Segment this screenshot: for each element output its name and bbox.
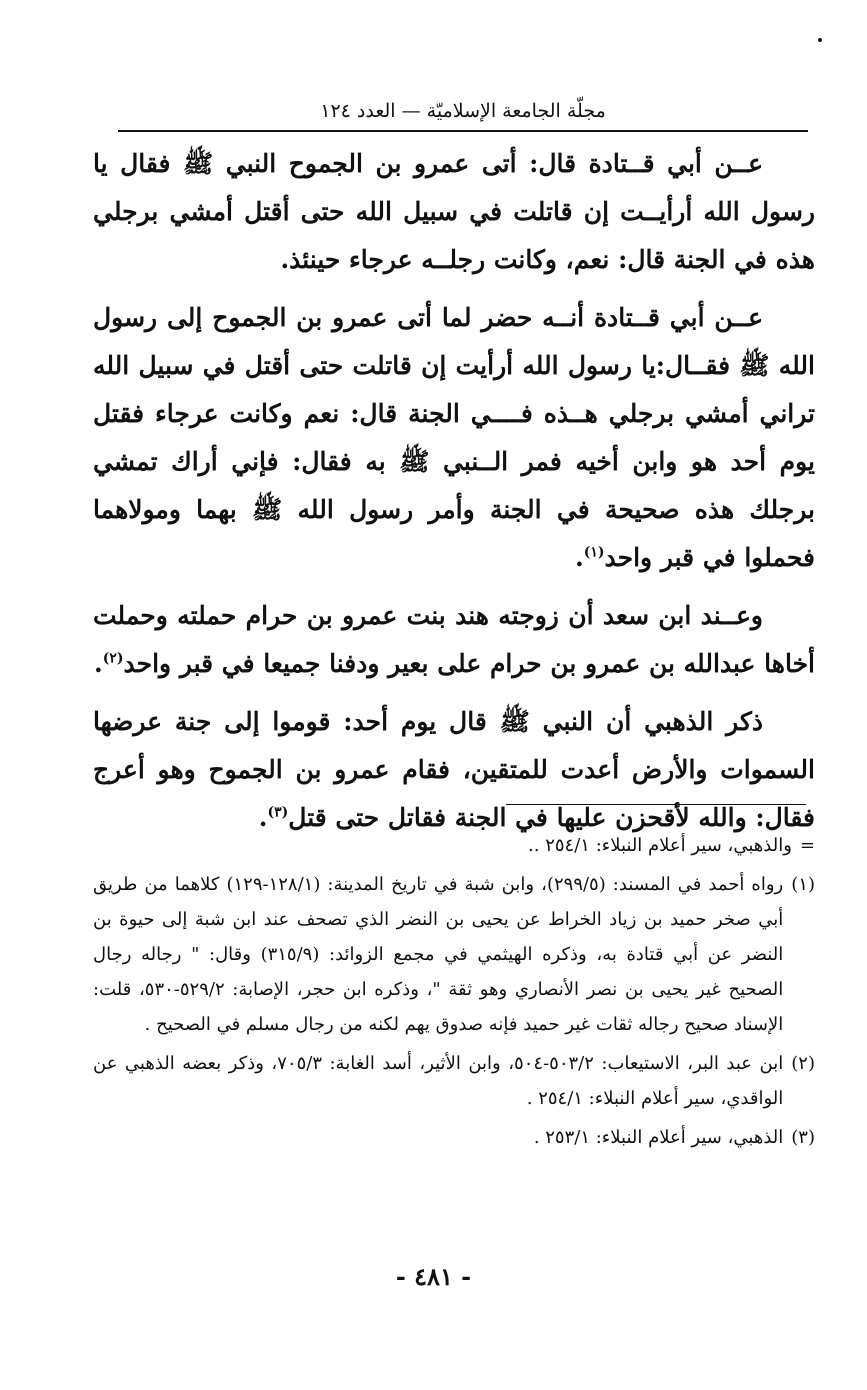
paragraph-1 [93, 140, 815, 284]
footnote-text: ابن عبد البر، الاستيعاب: ٥٠٣/٢-٥٠٤، وابن الأثير، أسد الغابة: ٧٠٥/٣، وذكر بعضه الذهبي عن الواقدي، سير أعلام النبلاء: ٢٥٤/١ . [93, 1053, 784, 1109]
footnote-1 [93, 867, 815, 1042]
paragraph-text: عــن أبي قــتادة أنــه حضر لما أتى عمرو بن الجموح إلى رسول الله ﷺ فقــال:يا رسول الله أرأيت إن قاتلت حتى أقتل في سبيل الله تراني أمشي برجلي هــذه فــــي الجنة قال: نعم وكانت عرجاء فقتل يوم أحد هو وابن أخيه فمر الــنبي ﷺ به فقال: فإني أراك تمشي برجلك هذه صحيحة في الجنة وأمر رسول الله ﷺ بهما ومولاهما فحملوا في قبر واحد [93, 303, 815, 572]
footnote-text: الذهبي، سير أعلام النبلاء: ٢٥٣/١ . [533, 1127, 784, 1148]
footnote-continuation [93, 828, 815, 863]
footnote-mark: (٢) [791, 1053, 815, 1074]
running-header: مجلّة الجامعة الإسلاميّة — العدد ١٢٤ [320, 100, 606, 122]
footnote-text: والذهبي، سير أعلام النبلاء: ٢٥٤/١ .. [528, 835, 792, 856]
main-text [93, 140, 815, 852]
footnote-mark: (٣) [791, 1127, 815, 1148]
paragraph-text: عــن أبي قــتادة قال: أتى عمرو بن الجموح النبي ﷺ فقال يا رسول الله أرأيــت إن قاتلت في سبيل الله حتى أقتل أمشي برجلي هذه في الجنة قال: نعم، وكانت رجلــه عرجاء حينئذ. [93, 149, 815, 274]
paragraph-text: وعــند ابن سعد أن زوجته هند بنت عمرو بن حرام حملته وحملت أخاها عبدالله بن عمرو بن حرام على بعير ودفنا جميعا في قبر واحد [93, 601, 815, 678]
period: . [94, 649, 103, 678]
paragraph-2 [93, 294, 815, 582]
footnote-separator [506, 804, 806, 805]
page-number: - ٤٨١ - [395, 1262, 472, 1291]
footnotes [93, 828, 815, 1159]
period: . [258, 803, 268, 832]
footnote-2 [93, 1046, 815, 1116]
paragraph-3 [93, 592, 815, 688]
scan-dot [818, 38, 822, 42]
paragraph-text: ذكر الذهبي أن النبي ﷺ قال يوم أحد: قوموا إلى جنة عرضها السموات والأرض أعدت للمتقين، فقام عمرو بن الجموح وهو أعرج فقال: والله لأقحزن عليها في الجنة فقاتل حتى قتل [93, 707, 815, 832]
footnote-text: رواه أحمد في المسند: (٢٩٩/٥)، وابن شبة في تاريخ المدينة: (١٢٨/١-١٢٩) كلاهما من طريق أبي صخر حميد بن زياد الخراط عن يحيى بن النضر الذي تصحف عند ابن شبة إلى حيوة بن النضر عن أبي قتادة به، وذكره الهيثمي في مجمع الزوائد: (٣١٥/٩) وقال: " رجاله رجال الصحيح غير يحيى بن نصر الأنصاري وهو ثقة "، وذكره ابن حجر، الإصابة: ٥٢٩/٢-٥٣٠، قلت: الإسناد صحيح رجاله ثقات غير حميد فإنه صدوق يهم لكنه من رجال مسلم في الصحيح . [93, 874, 784, 1035]
footnote-mark: = [799, 835, 815, 856]
footnote-ref-3[interactable]: (٣) [267, 804, 289, 821]
header-rule [118, 130, 808, 132]
footnote-3 [93, 1120, 815, 1155]
footnote-mark: (١) [791, 874, 815, 895]
paragraph-4 [93, 698, 815, 842]
footnote-ref-2[interactable]: (٢) [102, 650, 124, 667]
period: . [575, 543, 584, 572]
footnote-ref-1[interactable]: (١) [583, 544, 605, 561]
